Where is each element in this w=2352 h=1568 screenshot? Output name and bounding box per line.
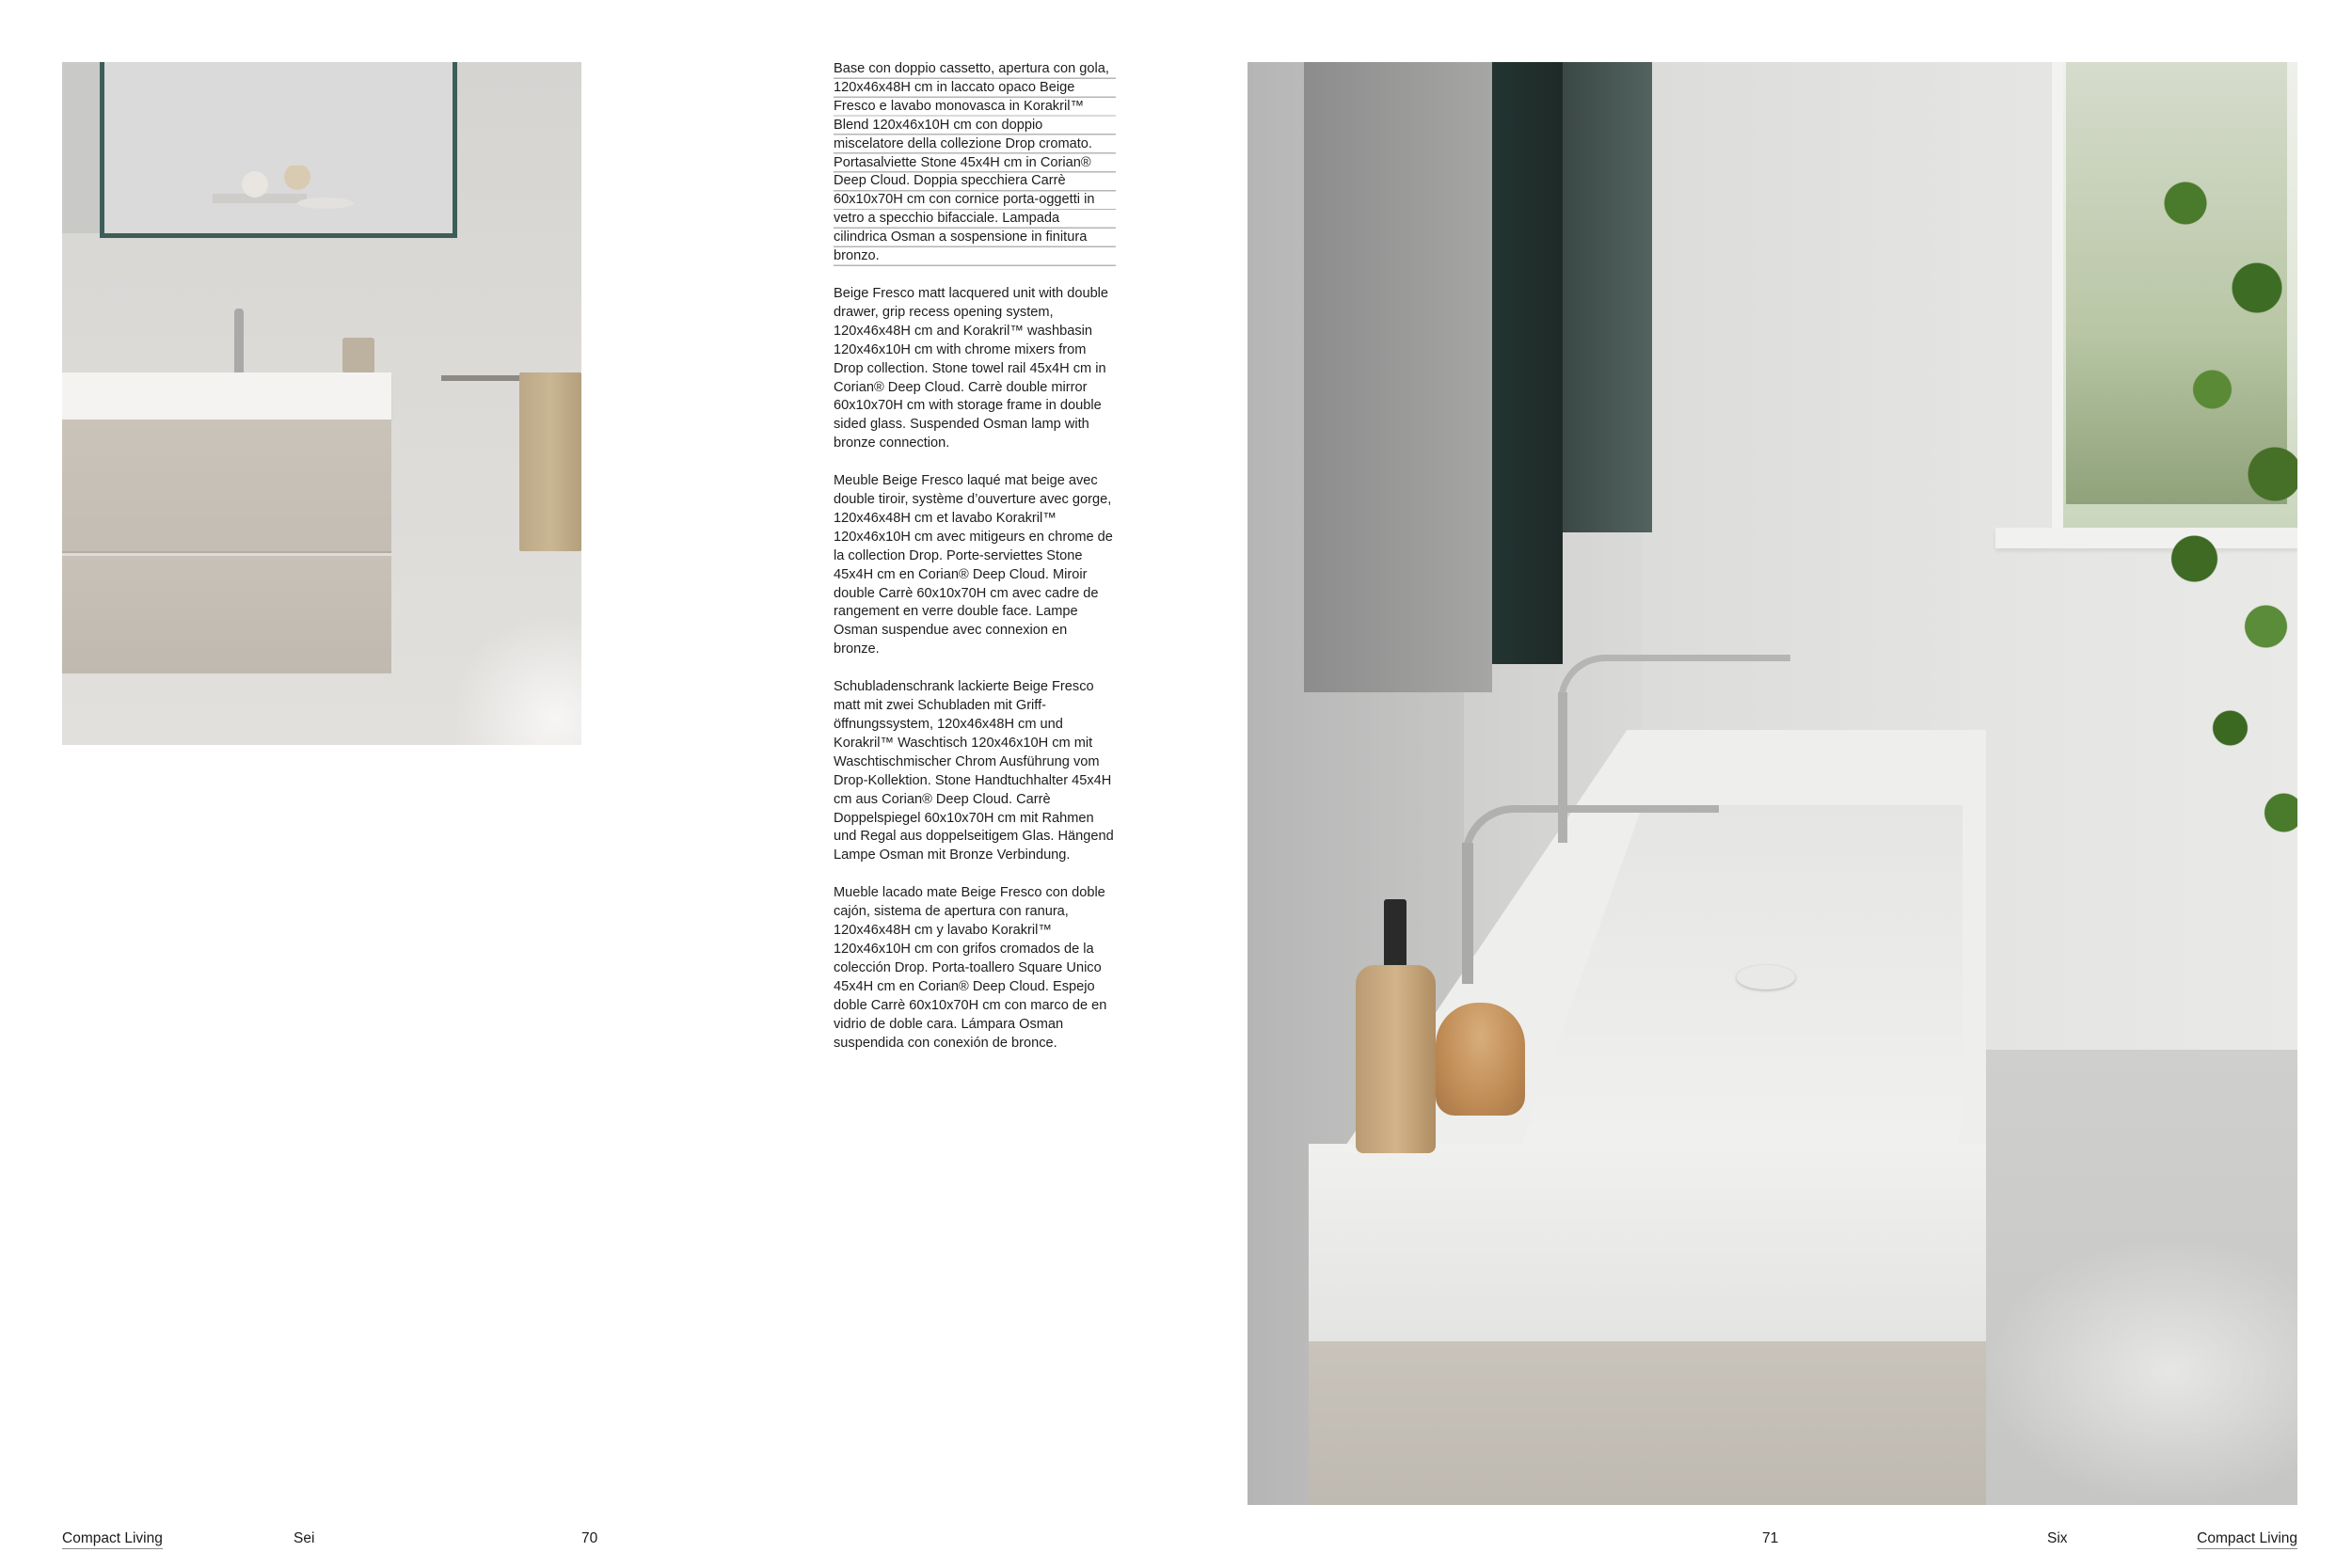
hanging-plant xyxy=(2132,119,2297,965)
toothbrush-cup xyxy=(342,338,374,373)
faucet-rear xyxy=(1558,655,1790,736)
soap-bottle xyxy=(1356,965,1436,1153)
soap-pump xyxy=(1384,899,1406,970)
footer-series-left: Sei xyxy=(294,1530,315,1546)
caption-german: Schubladenschrank lackierte Beige Fresco matt mit zwei Schubladen mit Griff-öffnungssystem, 120x46x48H cm und Korakril™ Waschtisch 120x46x10H cm mit Waschtischmischer Chrom Ausführung vom Drop-Kollektion. Stone Handtuchhalter 45x4H cm aus Corian® Deep Cloud. Carrè Doppelspiegel 60x10x70H cm mit Rahmen und Regal aus doppelseitigem Glas. Hängend Lampe Osman mit Bronze Verbindung. xyxy=(834,679,1114,863)
caption-spanish: Mueble lacado mate Beige Fresco con doble cajón, sistema de apertura con ranura, 120x46x48H cm y lavabo Korakril™ 120x46x10H cm con grifos cromados de la colección Drop. Porta-toallero Square Unico 45x4H cm en Corian® Deep Cloud. Espejo doble Carrè 60x10x70H cm con marco de en vidrio de doble cara. Lámpara Osman suspendida con conexión de bronce. xyxy=(834,885,1107,1051)
footer-section-right: Compact Living xyxy=(2197,1530,2297,1549)
faucet-front xyxy=(1462,805,1719,888)
faucet-front-stem xyxy=(1462,843,1473,984)
page-number-left: 70 xyxy=(581,1530,598,1546)
vanity-cabinet xyxy=(1309,1341,1986,1505)
towel xyxy=(519,372,581,551)
cabinet-drawer-lower xyxy=(62,556,391,673)
light-patch xyxy=(450,613,581,745)
photo-bathroom-vanity-small xyxy=(62,62,581,745)
wall-section xyxy=(62,62,100,233)
washbasin-front xyxy=(1309,1144,1986,1341)
drain-cap xyxy=(1737,965,1795,990)
faucet xyxy=(234,309,244,372)
photo-bathroom-washbasin-large xyxy=(1248,62,2297,1505)
footer-series-right: Six xyxy=(2047,1530,2068,1546)
cabinet-drawer-upper xyxy=(62,420,391,553)
page-number-right: 71 xyxy=(1762,1530,1779,1546)
wooden-brush xyxy=(1436,1003,1525,1116)
caption-english: Beige Fresco matt lacquered unit with double drawer, grip recess opening system, 120x46x48H cm and Korakril™ washbasin 120x46x10H cm with chrome mixers from Drop collection. Stone towel rail 45x4H cm in Corian® Deep Cloud. Carrè double mirror 60x10x70H cm with storage frame in double sided glass. Suspended Osman lamp with bronze connection. xyxy=(834,285,1109,451)
washbasin-top xyxy=(62,372,391,420)
mirror-edge xyxy=(1492,62,1563,664)
footer-section-left: Compact Living xyxy=(62,1530,163,1549)
shelf-accessories xyxy=(203,166,410,222)
sunlight-patch xyxy=(1981,1238,2297,1505)
caption-italian: Base con doppio cassetto, apertura con gola, 120x46x48H cm in laccato opaco Beige Fresco e lavabo monovasca in Korakril™ Blend 120x46x10H cm con doppio miscelatore della collezione Drop cromato. Portasalviette Stone 45x4H cm in Corian® Deep Cloud. Doppia specchiera Carrè 60x10x70H cm con cornice porta-oggetti in vetro a specchio bifacciale. Lampada cilindrica Osman a sospensione in finitura bronzo. xyxy=(834,60,1116,266)
mirror-reflection xyxy=(1563,62,1652,532)
caption-french: Meuble Beige Fresco laqué mat beige avec double tiroir, système d’ouverture avec gorge, 120x46x48H cm et lavabo Korakril™ 120x46x10H cm avec mitigeurs en chrome de la collection Drop. Porte-serviettes Stone 45x4H cm en Corian® Deep Cloud. Miroir double Carrè 60x10x70H cm avec cadre de rangement en verre double face. Lampe Osman suspendue avec connexion en bronze. xyxy=(834,473,1113,657)
caption-column xyxy=(834,60,1116,1071)
mirror-frame xyxy=(1304,62,1492,692)
